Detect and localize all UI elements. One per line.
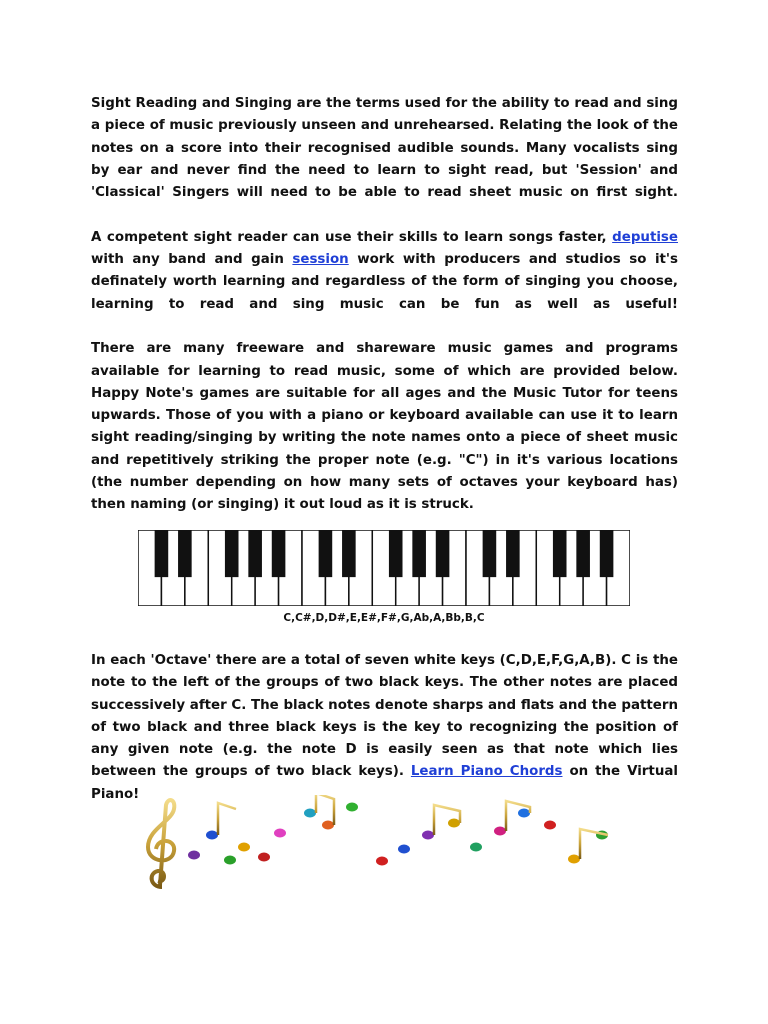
paragraph-sight-reader [91,227,678,316]
black-key [342,530,356,577]
keyboard-caption: C,C#,D,D#,E,E#,F#,G,Ab,A,Bb,B,C [283,612,485,624]
learn-piano-chords-link[interactable]: Learn Piano Chords [410,764,563,780]
black-key [225,530,239,577]
black-key [506,530,520,577]
paragraph-games: There are many freeware and shareware music games and programs available for learning to read music, some of which are provided below. Happy Note's games are suitable for all ages and the Music Tutor for teens upwards. Those of you with a piano or keyboard available can use it to learn sight reading/singing by writing the note names onto a piece of sheet music and repetitively striking the proper note (e.g. "C") in it's various locations (the number depending on how many sets of octaves your keyboard has) then naming (or singing) it out loud as it is struck. [91,341,678,513]
piano-keyboard [138,530,630,606]
piano-keyboard-image [138,530,630,611]
music-staff-image [132,795,637,895]
black-key [272,530,286,577]
article-body [91,93,678,539]
paragraph-text: In each 'Octave' there are a total of seven white keys (C,D,E,F,G,A,B). C is the note to the left of the groups of two black keys. The other notes are placed successively after C. The black notes denote sharps and flats and the pattern of two black and three black keys is the key to recognizing the position of any given note (e.g. the note D is easily seen as that note which lies between the groups of two black keys). [91,653,678,780]
black-key [412,530,426,577]
paragraph-intro: Sight Reading and Singing are the terms used for the ability to read and sing a piece of music previously unseen and unrehearsed. Relating the look of the notes on a score into their recognised audible sounds. Many vocalists sing by ear and never find the need to learn to sight read, but 'Session' and 'Classical' Singers will need to be able to read sheet music on first sight. [91,96,678,201]
black-key [319,530,333,577]
paragraph-text: A competent sight reader can use their skills to learn songs faster, [91,229,613,245]
paragraph-text: with any band and gain [91,252,293,268]
black-key [389,530,403,577]
paragraph-octave [91,650,678,806]
paragraph-text: work with producers and studios so it's definately worth learning and regardless of the form of singing you choose, learning to read and sing music can be fun as well as useful! [91,252,679,312]
black-key [155,530,169,577]
paragraph-text: on the Virtual Piano! [91,764,678,802]
black-key [600,530,614,577]
black-key [576,530,590,577]
black-key [483,530,497,577]
session-link[interactable]: session [292,252,349,268]
black-key [436,530,450,577]
deputise-link[interactable]: deputise [612,229,678,245]
music-staff [132,795,637,890]
black-key [248,530,262,577]
black-key [178,530,192,577]
black-key [553,530,567,577]
